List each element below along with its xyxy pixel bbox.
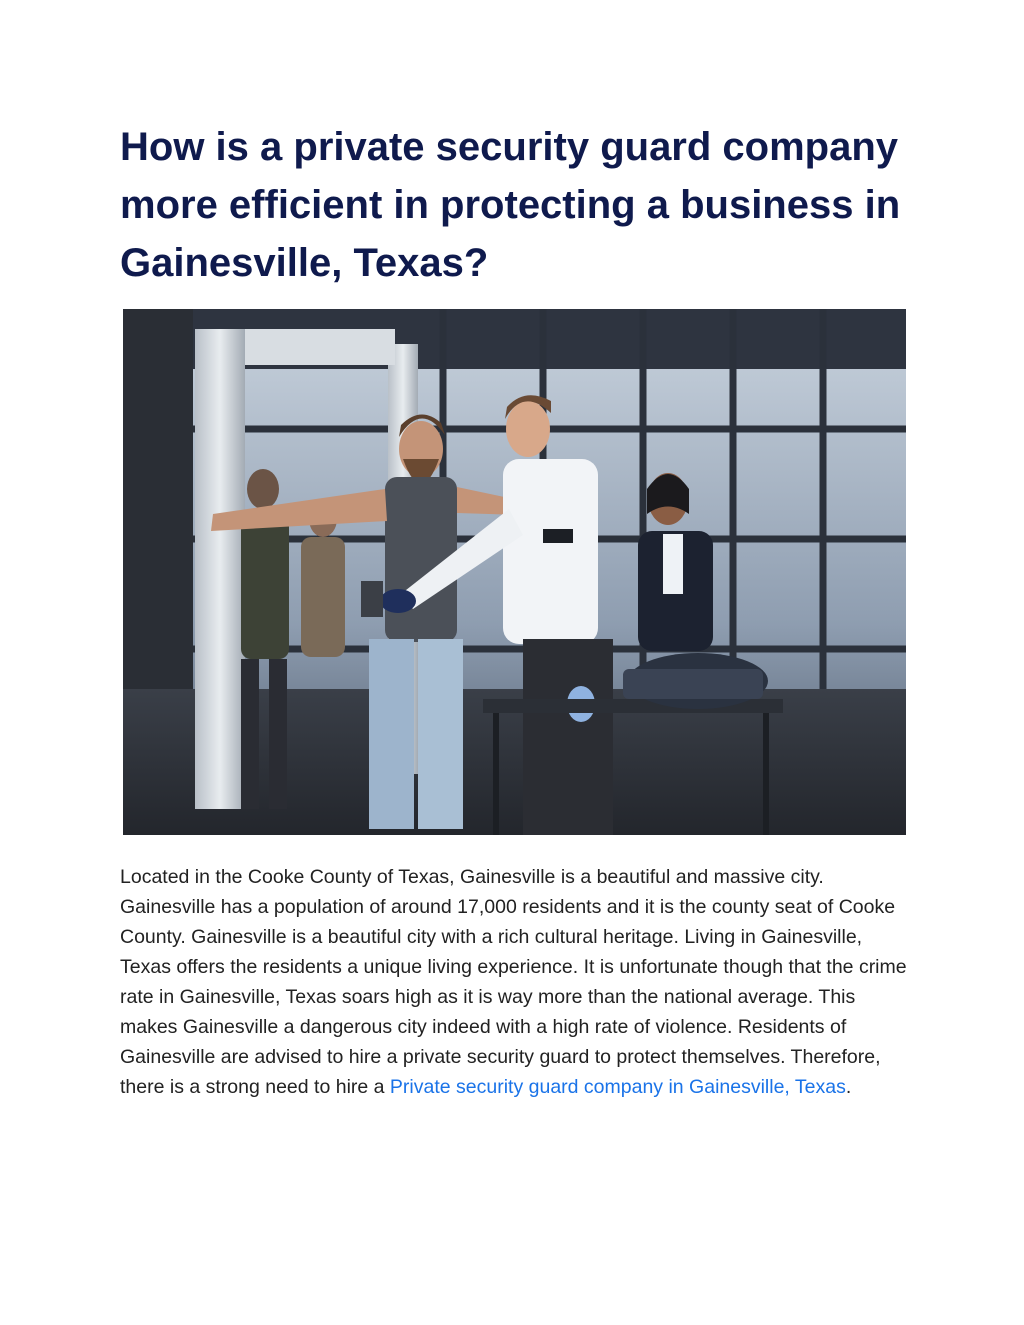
- security-screening-photo: [123, 309, 906, 835]
- security-guard-link[interactable]: Private security guard company in Gainesville, Texas: [389, 1076, 846, 1098]
- paragraph-text: Located in the Cooke County of Texas, Gainesville is a beautiful and massive city. Gainesville has a population of around 17,000 residents and it is the county seat of Cooke County. Gainesville is a beautiful city with a rich cultural heritage. Living in Gainesville, Texas offers the residents a unique living experience. It is unfortunate though that the crime rate in Gainesville, Texas soars high as it is way more than the national average. This makes Gainesville a dangerous city indeed with a high rate of violence. Residents of Gainesville are advised to hire a private security guard to protect themselves. Therefore, there is a strong need to hire a: [120, 866, 907, 1098]
- page-title: How is a private security guard company more efficient in protecting a business in Gainesville, Texas?: [120, 125, 901, 285]
- intro-paragraph: [120, 862, 910, 1102]
- hero-image: [123, 309, 906, 835]
- paragraph-trailing: .: [845, 1076, 852, 1098]
